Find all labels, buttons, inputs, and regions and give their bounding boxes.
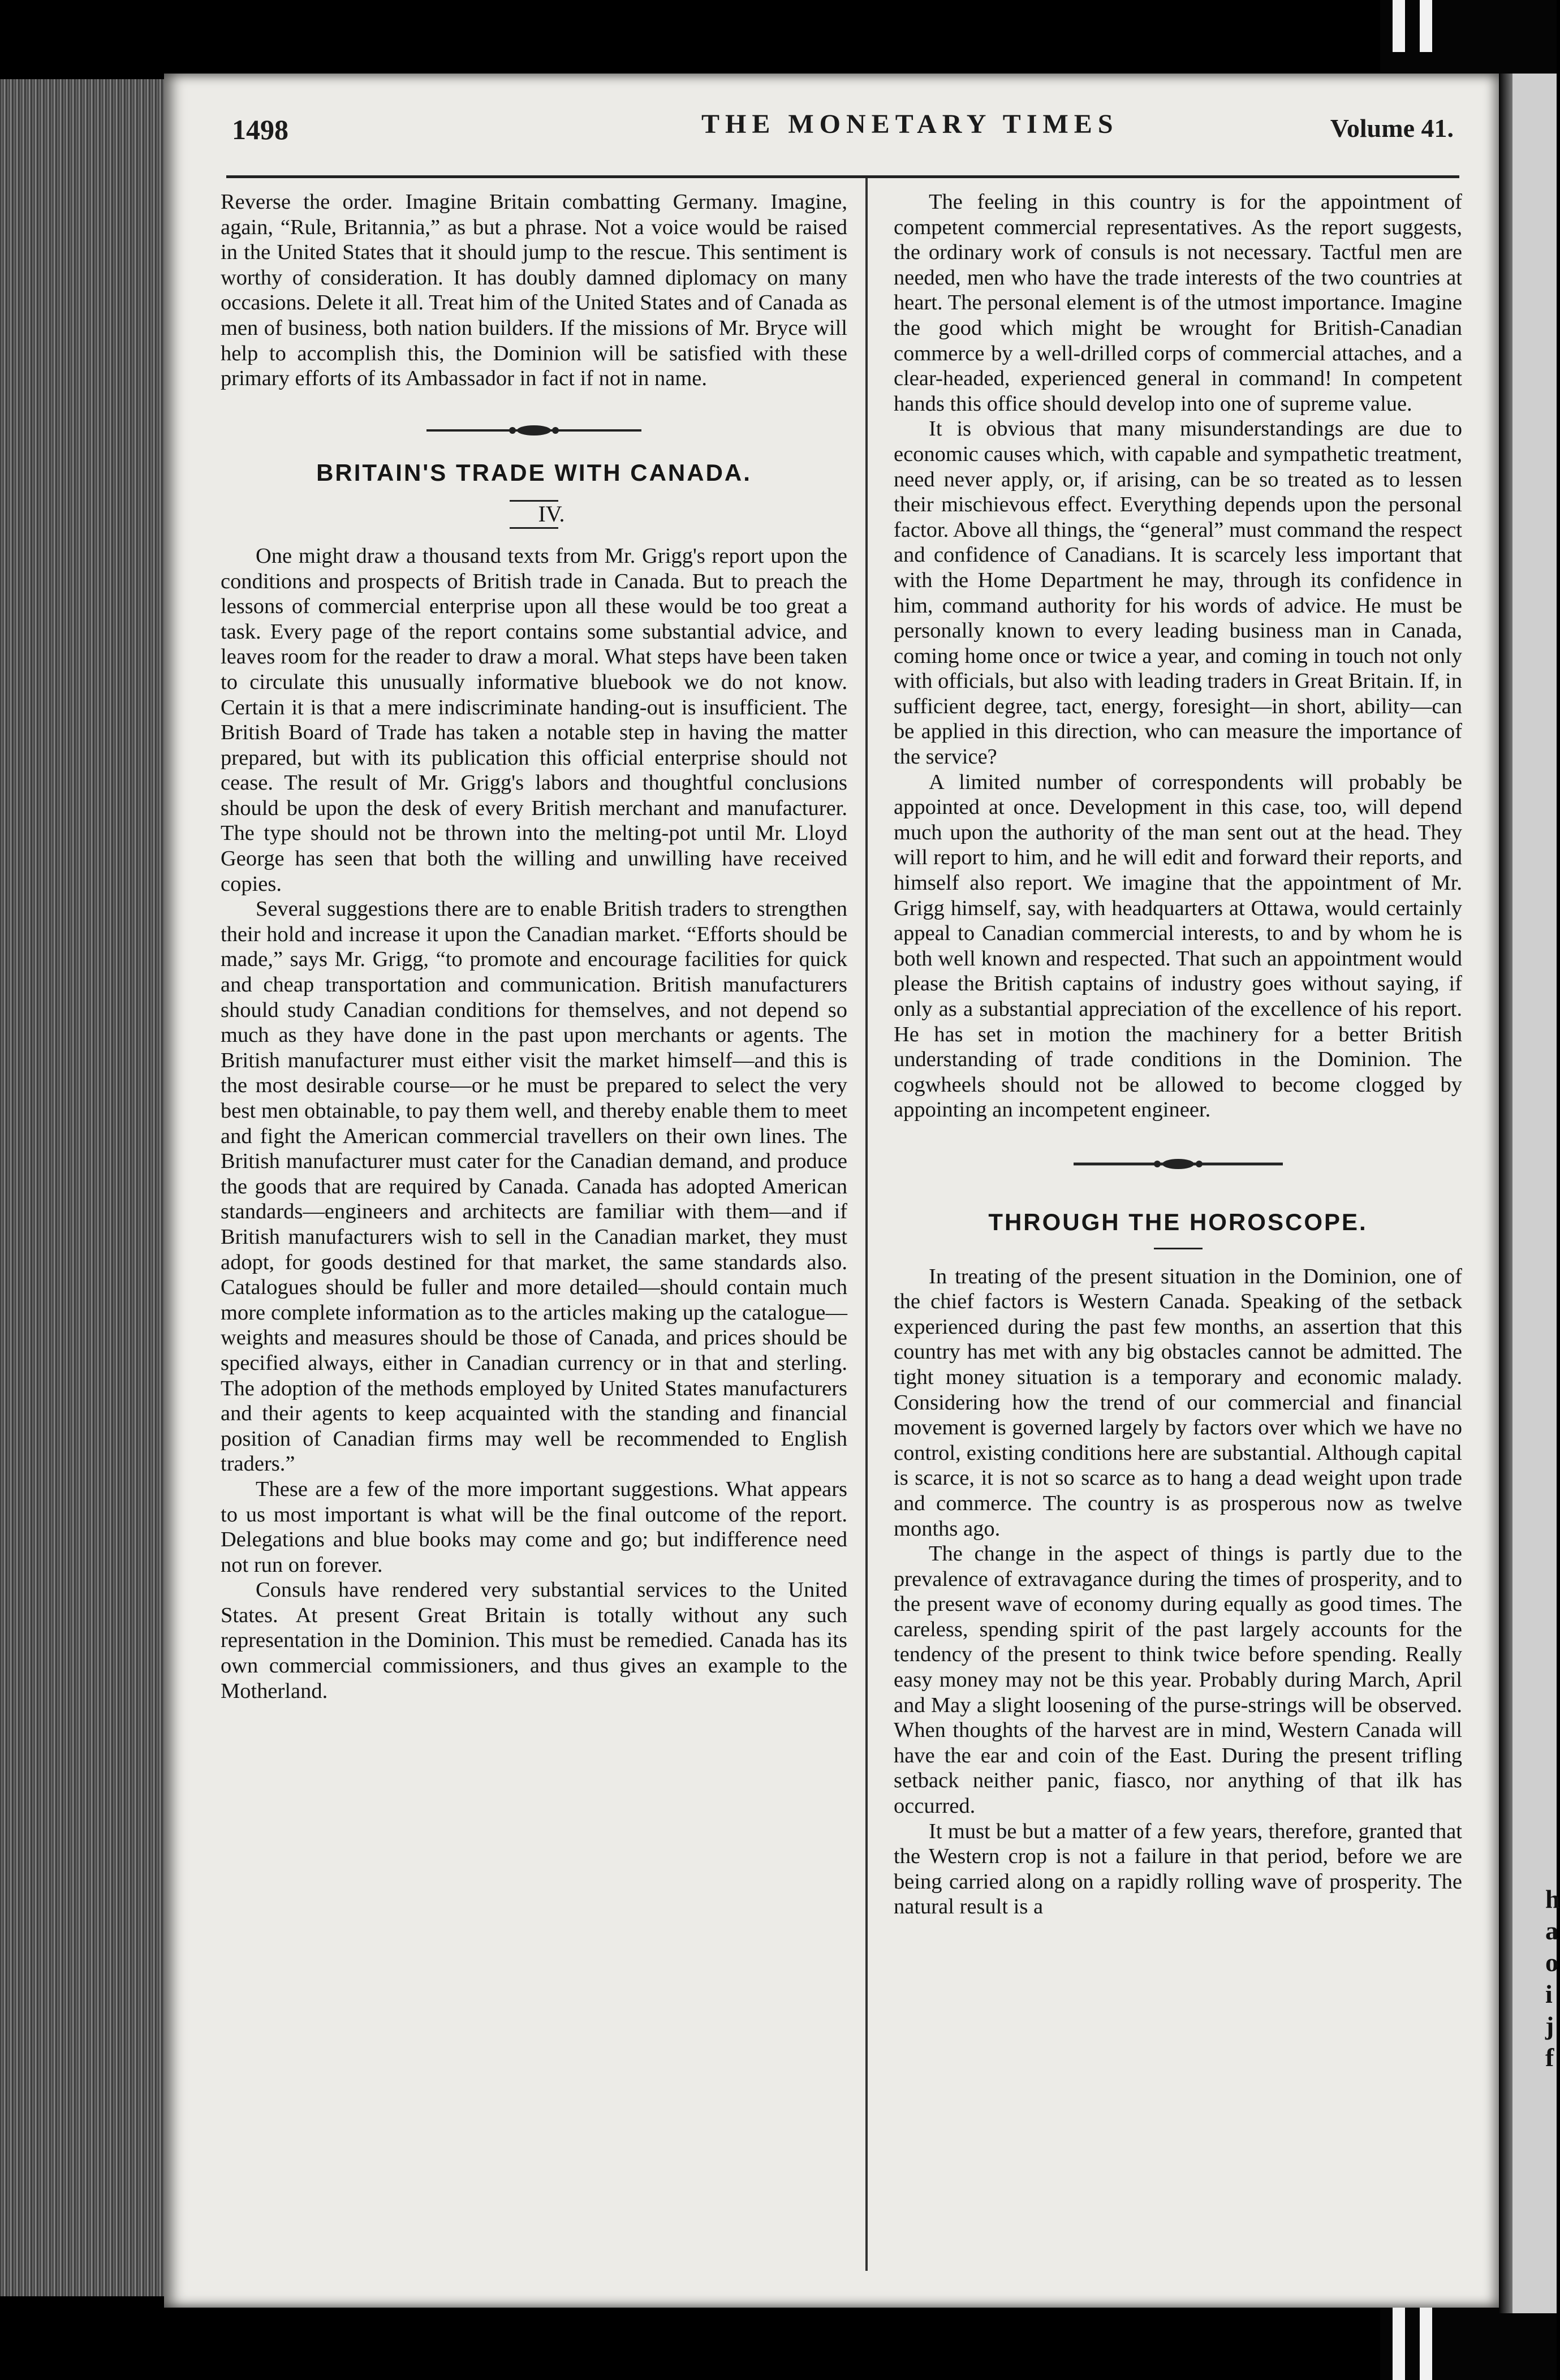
adjacent-letter: a (1545, 1916, 1558, 1945)
adjacent-page-letters (1545, 1883, 1560, 2073)
section-title: BRITAIN'S TRADE WITH CANADA. (316, 459, 752, 486)
article-paragraph: These are a few of the more important suggestions. What appears to us most important is what will be the final outcome of the report. Delegations and blue books may come and go; but indifference need not run on forever. (221, 1477, 847, 1577)
article-paragraph: One might draw a thousand texts from Mr. Grigg's report upon the conditions and prospects of British trade in Canada. But to preach the lessons of commercial enterprise upon all these would be too great a task. Every page of the report contains some substantial advice, and leaves room for the reader to draw a moral. What steps have been taken to circulate this unusually informative bluebook we do not know. Certain it is that a mere indiscriminate handing-out is insufficient. The British Board of Trade has taken a notable step in having the matter prepared, but with its publication this official enterprise should not cease. The result of Mr. Grigg's labors and thoughtful conclusions should be upon the desk of every British merchant and manufacturer. The type should not be thrown into the melting-pot until Mr. Lloyd George has seen that both the willing and unwilling have received copies. (221, 544, 847, 896)
article-paragraph: The change in the aspect of things is partly due to the prevalence of extravagance during the times of prosperity, and to the present wave of economy during equally as good times. The careless, spending spirit of the past largely accounts for the tendency of the present to think twice before spending. Really easy money may not be this year. Probably during March, April and May a slight loosening of the purse-strings will be observed. When thoughts of the harvest are in mind, Western Canada will have the ear and coin of the East. During the present trifling setback neither panic, fiasco, nor anything of that ilk has occurred. (894, 1542, 1462, 1818)
article-paragraph: Consuls have rendered very substantial services to the United States. At present Great Britain is totally without any such representation in the Dominion. This must be remedied. Canada has its own commercial commissioners, and thus gives an example to the Motherland. (221, 1578, 847, 1703)
article-paragraph: It is obvious that many misunderstandings are due to economic causes which, with capable and sympathetic treatment, need never apply, or, if arising, can be so treated as to lessen their mischievous effect. Everything depends upon the personal factor. Above all things, the “general” must command the respect and confidence of Canadians. It is scarcely less important that with the Home Department he may, through its confidence in him, command authority for his words of advice. He must be personally known to every leading business man in Canada, coming home once or twice a year, and coming in touch not only with officials, but also with leading traders in Great Britain. If, in sufficient degree, tact, energy, foresight—in short, ability—can be applied in this direction, who can measure the importance of the service? (894, 417, 1462, 769)
scan-marker-bar (1420, 0, 1432, 52)
adjacent-letter: i (1545, 1980, 1553, 2008)
page-header (232, 109, 1454, 158)
section-title: THROUGH THE HOROSCOPE. (988, 1208, 1368, 1235)
article-paragraph: The feeling in this country is for the appointment of competent commercial representatives. As the report suggests, the ordinary work of consuls is not necessary. Tactful men are needed, men who have the trade interests of the two countries at heart. The personal element is of the utmost importance. Imagine the good which might be wrought for British-Canadian commerce by a well-drilled corps of commercial attaches, and a clear-headed, experienced general in command! In competent hands this office should develop into one of supreme value. (894, 190, 1462, 416)
adjacent-letter: o (1545, 1948, 1558, 1977)
scan-marker-bar (1393, 0, 1405, 52)
book-gutter (0, 79, 170, 2296)
newspaper-page (164, 74, 1499, 2308)
page-number: 1498 (232, 114, 288, 145)
article-paragraph: Reverse the order. Imagine Britain combatting Germany. Imagine, again, “Rule, Britannia,” as but a phrase. Not a voice would be raised in the United States that it should jump to the rescue. This sentiment is worthy of consideration. It has doubly damned diplomacy on many occasions. Delete it all. Treat him of the United States and of Canada as men of business, both nation builders. If the missions of Mr. Bryce will help to accomplish this, the Dominion will be satisfied with these primary efforts of its Ambassador in fact if not in name. (221, 190, 847, 391)
adjacent-letter: j (1545, 2011, 1554, 2040)
ornament-divider (1074, 1157, 1283, 1171)
article-paragraph: In treating of the present situation in the Dominion, one of the chief factors is Western Canada. Speaking of the setback experienced during the past few months, an assertion that this country has met with any big obstacles cannot be admitted. The tight money situation is a temporary and economic malady. Considering how the trend of our commercial and financial movement is governed largely by factors over which we have no control, existing conditions here are substantial. Although capital is scarce, it is not so scarce as to hang a dead weight upon trade and commerce. The country is as prosperous now as twelve months ago. (894, 1264, 1462, 1541)
left-column (221, 189, 847, 1704)
adjacent-letter: f (1545, 2043, 1554, 2072)
ornament-divider (426, 423, 641, 438)
right-column (894, 189, 1462, 1920)
scan-marker-bar (1420, 2302, 1432, 2380)
section-number: IV. (538, 501, 565, 527)
adjacent-page-fold (1499, 74, 1512, 2313)
article-paragraph: A limited number of correspondents will probably be appointed at once. Development in this case, too, will depend much upon the authority of the man sent out at the head. They will report to him, and he will edit and forward their reports, and himself also report. We imagine that the appointment of Mr. Grigg himself, say, with headquarters at Ottawa, would certainly appeal to Canadian commercial interests, to and by whom he is both well known and respected. That such an appointment would please the British captains of industry goes without saying, if only as a substantial appreciation of the excellence of his report. He has set in motion the machinery for a better British understanding of trade conditions in the Dominion. The cogwheels should not be allowed to become clogged by appointing an incompetent engineer. (894, 770, 1462, 1122)
article-paragraph: Several suggestions there are to enable British traders to strengthen their hold and increase it upon the Canadian market. “Efforts should be made,” says Mr. Grigg, “to promote and encourage facilities for quick and cheap transportation and communication. British manufacturers should study Canadian conditions for themselves, and not depend so much as they have done in the past upon merchants or agents. The British manufacturer must either visit the market himself—and this is the most desirable course—or he must be prepared to select the very best men obtainable, to pay them well, and thereby enable them to meet and fight the American commercial travellers on their own lines. The British manufacturer must cater for the Canadian demand, and produce the goods that are required by Canada. Canada has adopted American standards—engineers and architects are familiar with them—and if British manufacturers wish to sell in the Canadian market, they must adopt, for goods destined for that market, the same standards also. Catalogues should be fuller and more detailed—should contain much more complete information as to the articles making up the catalogue—weights and measures should be those of Canada, and prices should be specified always, either in Canadian currency or in that and sterling. The adoption of the methods employed by United States manufacturers and their agents to keep acquainted with the standing and financial position of Canadian firms may well be recommended to English traders.” (221, 897, 847, 1476)
scan-marker-bar (1393, 2302, 1405, 2380)
article-paragraph: It must be but a matter of a few years, therefore, granted that the Western crop is not a failure in that period, before we are being carried along on a rapidly rolling wave of prosperity. The natural result is a (894, 1819, 1462, 1919)
adjacent-letter: h (1545, 1885, 1560, 1913)
volume-label: Volume 41. (1330, 114, 1454, 143)
column-divider (865, 178, 868, 2271)
publication-title: THE MONETARY TIMES (701, 109, 1119, 139)
header-rule (226, 175, 1459, 178)
